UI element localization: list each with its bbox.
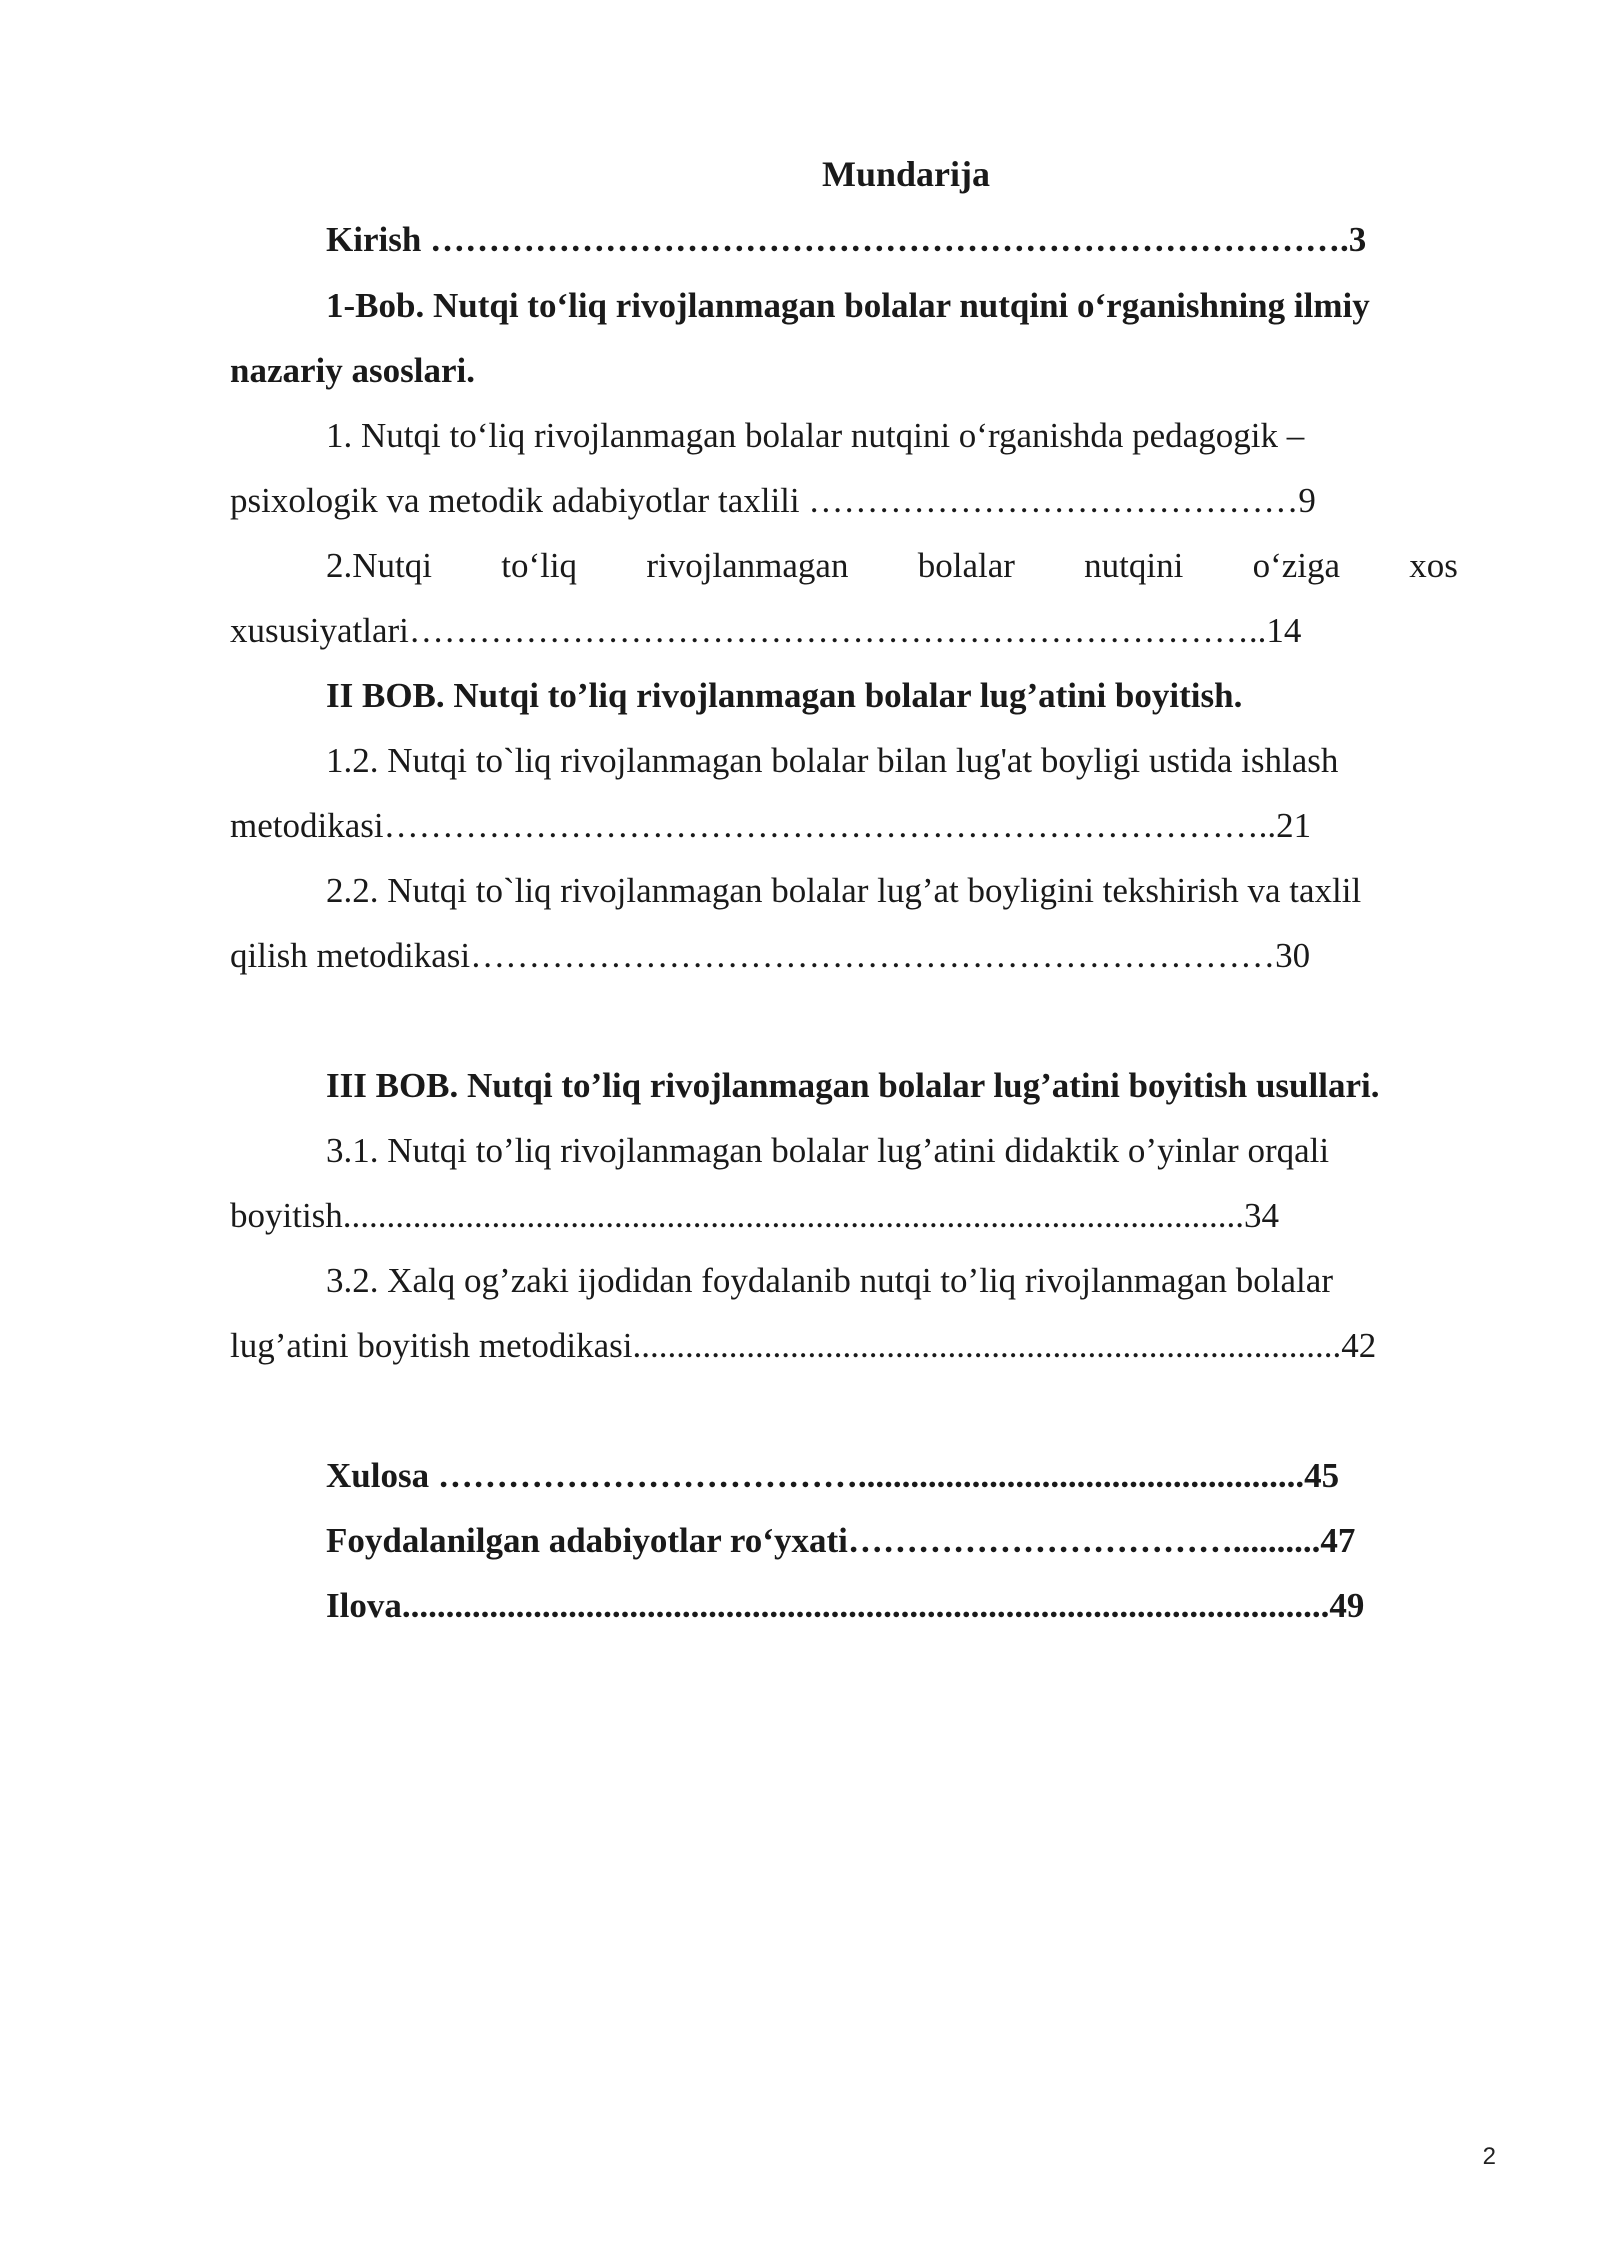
toc-chapter-3: III BOB. Nutqi to’liq rivojlanmagan bolalar lug’atini boyitish usullari. <box>326 1066 1380 1105</box>
page-number: 2 <box>1482 2143 1496 2170</box>
toc-title-text: Mundarija <box>821 154 990 194</box>
toc-section-3-2-line-2: lug’atini boyitish metodikasi.................................................................................42 <box>230 1326 1377 1365</box>
toc-section-3-1-line-2: boyitish.......................................................................................................34 <box>230 1196 1280 1235</box>
toc-entry-kirish: Kirish …………………………………………………………………….3 <box>326 220 1367 259</box>
toc-chapter-2: II BOB. Nutqi to’liq rivojlanmagan bolalar lug’atini boyitish. <box>326 676 1243 715</box>
toc-word: 2.Nutqi <box>326 546 432 585</box>
toc-entry-adabiyotlar: Foydalanilgan adabiyotlar ro‘yxati……………………………..........47 <box>326 1521 1356 1560</box>
toc-section-3-1-line-1: 3.1. Nutqi to’liq rivojlanmagan bolalar lug’atini didaktik o’yinlar orqali <box>326 1131 1330 1170</box>
toc-word: xos <box>1409 546 1458 585</box>
toc-word: to‘liq <box>501 546 578 585</box>
toc-word: o‘ziga <box>1252 546 1341 585</box>
toc-section-2-2-line-2: qilish metodikasi……………………………………………………………30 <box>230 936 1311 975</box>
toc-section-2-2-line-1: 2.2. Nutqi to`liq rivojlanmagan bolalar lug’at boyligini tekshirish va taxlil <box>326 871 1362 910</box>
toc-section-1-1-line-1: 1. Nutqi to‘liq rivojlanmagan bolalar nutqini o‘rganishda pedagogik – <box>326 416 1305 455</box>
toc-chapter-1-line-2: nazariy asoslari. <box>230 351 475 390</box>
toc-entry-xulosa: Xulosa ………………………………...................................................45 <box>326 1456 1340 1495</box>
toc-section-1-1-line-2: psixologik va metodik adabiyotlar taxlili ……………………………………9 <box>230 481 1316 520</box>
toc-word: nutqini <box>1084 546 1184 585</box>
toc-title <box>0 150 1600 198</box>
toc-chapter-1-line-1: 1-Bob. Nutqi to‘liq rivojlanmagan bolalar nutqini o‘rganishning ilmiy <box>326 286 1370 325</box>
toc-word: rivojlanmagan <box>646 546 849 585</box>
toc-word: bolalar <box>917 546 1015 585</box>
toc-section-2-1-line-1: 1.2. Nutqi to`liq rivojlanmagan bolalar bilan lug'at boyligi ustida ishlash <box>326 741 1339 780</box>
toc-section-1-2-line-1 <box>326 542 1458 590</box>
toc-entry-ilova: Ilova..........................................................................................................49 <box>326 1586 1365 1625</box>
toc-section-1-2-line-2: xususiyatlari………………………………………………………………..14 <box>230 611 1302 650</box>
toc-section-3-2-line-1: 3.2. Xalq og’zaki ijodidan foydalanib nutqi to’liq rivojlanmagan bolalar <box>326 1261 1333 1300</box>
toc-section-2-1-line-2: metodikasi…………………………………………………………………..21 <box>230 806 1312 845</box>
